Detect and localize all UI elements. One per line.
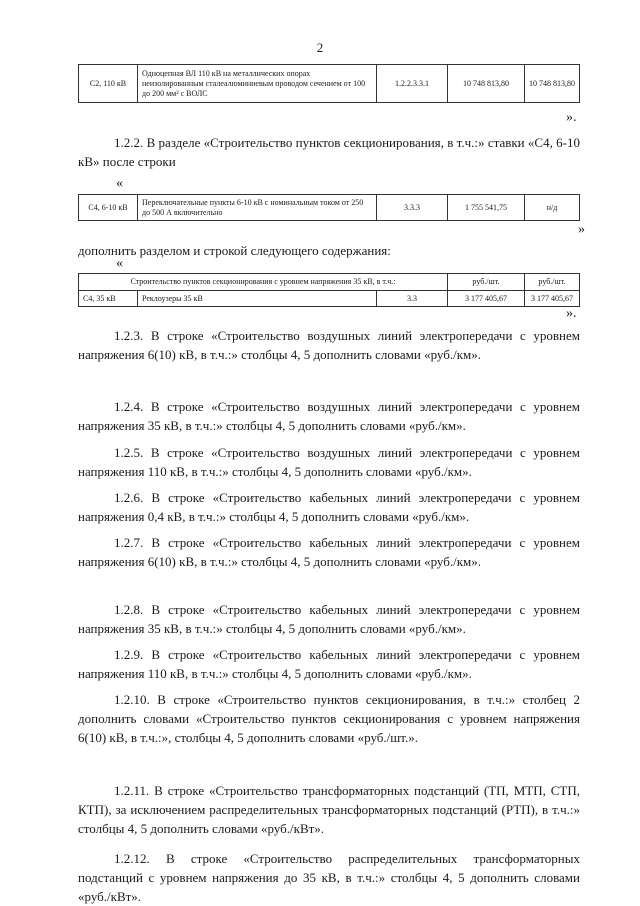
paragraph-1-2-7: 1.2.7. В строке «Строительство кабельных линий электропередачи с уровнем напряжения 6(10) кВ, в т.ч.:» столбцы 4, 5 дополнить словами «руб./км». <box>78 535 580 569</box>
value-cell: 3 177 405,67 <box>525 291 580 307</box>
closing-quote: ». <box>566 306 577 321</box>
value-cell: 10 748 813,80 <box>525 65 580 103</box>
value-cell: 1 755 541,75 <box>448 195 525 221</box>
table-row <box>79 291 580 307</box>
paragraph-1-2-11: 1.2.11. В строке «Строительство трансформаторных подстанций (ТП, МТП, СТП, КТП), за исключением распределительных трансформаторных подстанций (РТП), в т.ч.:» столбцы 4, 5 дополнить словами «руб./кВт». <box>78 783 580 836</box>
paragraph-1-2-9: 1.2.9. В строке «Строительство кабельных линий электропередачи с уровнем напряжения 110 кВ, в т.ч.:» столбцы 4, 5 дополнить словами «руб./км». <box>78 647 580 681</box>
table-header-row <box>79 274 580 291</box>
paragraph-1-2-8: 1.2.8. В строке «Строительство кабельных линий электропередачи с уровнем напряжения 35 кВ, в т.ч.:» столбцы 4, 5 дополнить словами «руб./км». <box>78 602 580 636</box>
description-cell: Реклоузеры 35 кВ <box>138 291 377 307</box>
closing-quote: ». <box>566 110 577 125</box>
value-cell: 10 748 813,80 <box>448 65 525 103</box>
paragraph-supplement: дополнить разделом и строкой следующего содержания: <box>78 243 391 258</box>
paragraph-1-2-10: 1.2.10. В строке «Строительство пунктов секционирования, в т.ч.:» столбец 2 дополнить словами «Строительство пунктов секционирования с уровнем напряжения 6(10) кВ, в т.ч.:», столбцы 4, 5 дополнить словами «руб./шт.». <box>78 692 580 745</box>
tariff-table-3 <box>78 273 580 307</box>
paragraph-1-2-5: 1.2.5. В строке «Строительство воздушных линий электропередачи с уровнем напряжения 110 кВ, в т.ч.:» столбцы 4, 5 дополнить словами «руб./км». <box>78 445 580 479</box>
item-number-cell: 1.2.2.3.3.1 <box>377 65 448 103</box>
section-header-cell: Строительство пунктов секционирования с уровнем напряжения 35 кВ, в т.ч.: <box>79 274 448 291</box>
value-cell: н/д <box>525 195 580 221</box>
unit-cell: руб./шт. <box>448 274 525 291</box>
opening-quote: « <box>116 256 123 271</box>
description-cell: Переключательные пункты 6-10 кВ с номинальным током от 250 до 500 А включительно <box>138 195 377 221</box>
paragraph-1-2-4: 1.2.4. В строке «Строительство воздушных линий электропередачи с уровнем напряжения 35 кВ, в т.ч.:» столбцы 4, 5 дополнить словами «руб./км». <box>78 399 580 433</box>
value-cell: 3 177 405,67 <box>448 291 525 307</box>
closing-quote: » <box>578 222 585 237</box>
page-number: 2 <box>316 40 324 55</box>
tariff-table-2 <box>78 194 580 221</box>
paragraph-1-2-6: 1.2.6. В строке «Строительство кабельных линий электропередачи с уровнем напряжения 0,4 кВ, в т.ч.:» столбцы 4, 5 дополнить словами «руб./км». <box>78 490 580 524</box>
description-cell: Одноцепная ВЛ 110 кВ на металлических опорах неизолированным сталеалюминиевым проводом сечением от 100 до 200 мм² с ВОЛС <box>138 65 377 103</box>
paragraph-1-2-2: 1.2.2. В разделе «Строительство пунктов секционирования, в т.ч.:» ставки «C4, 6-10 кВ» после строки <box>78 135 580 169</box>
opening-quote: « <box>116 176 123 191</box>
table-row <box>79 65 580 103</box>
item-number-cell: 3.3 <box>377 291 448 307</box>
paragraph-1-2-12: 1.2.12. В строке «Строительство распределительных трансформаторных подстанций с уровнем напряжения до 35 кВ, в т.ч.:» столбцы 4, 5 дополнить словами «руб./кВт». <box>78 851 580 904</box>
unit-cell: руб./шт. <box>525 274 580 291</box>
table-row <box>79 195 580 221</box>
item-number-cell: 3.3.3 <box>377 195 448 221</box>
paragraph-1-2-3: 1.2.3. В строке «Строительство воздушных линий электропередачи с уровнем напряжения 6(10) кВ, в т.ч.:» столбцы 4, 5 дополнить словами «руб./км». <box>78 328 580 362</box>
tariff-table-1 <box>78 64 580 103</box>
rate-code-cell: C4, 35 кВ <box>79 291 138 307</box>
rate-code-cell: C2, 110 кВ <box>79 65 138 103</box>
rate-code-cell: C4, 6-10 кВ <box>79 195 138 221</box>
